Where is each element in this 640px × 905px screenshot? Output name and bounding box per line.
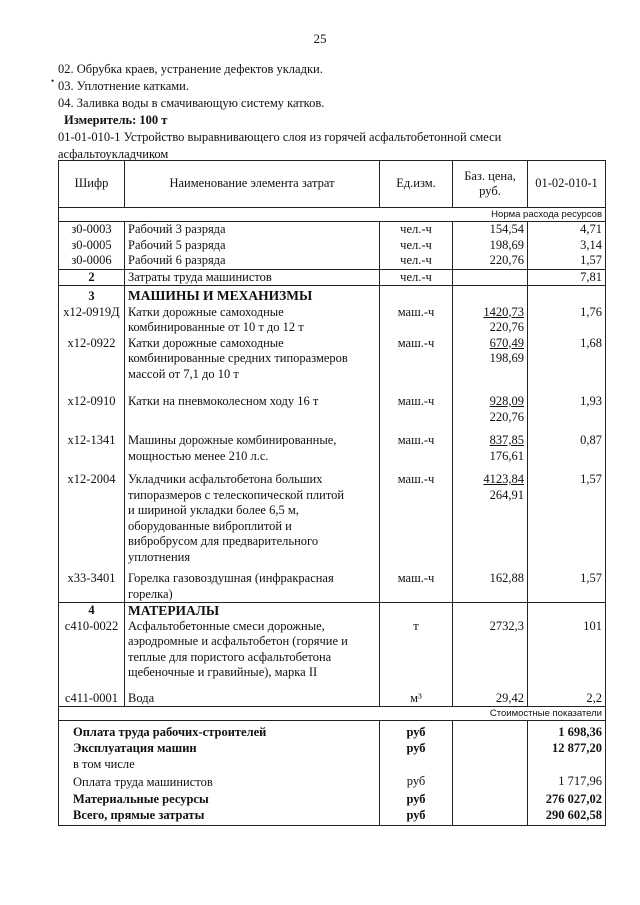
section-name: МАТЕРИАЛЫ (125, 603, 380, 619)
section-row (59, 603, 606, 619)
cell-unit: маш.-ч (380, 464, 453, 565)
header-price-l2: руб. (479, 184, 501, 198)
header-name: Наименование элемента затрат (125, 161, 380, 208)
cell-code: х12-0919Д (59, 305, 125, 336)
norm-caption-row (59, 208, 606, 222)
cell-unit: т (380, 619, 453, 681)
cell-price: 162,88 (453, 565, 528, 603)
table-row (59, 565, 606, 603)
cell-name (125, 382, 380, 425)
page-number: 25 (313, 31, 327, 46)
cell-name (125, 425, 380, 464)
summary-label: в том числе (59, 756, 380, 772)
table-row (59, 238, 606, 254)
table-row (59, 305, 606, 336)
header-norm: 01-02-010-1 (528, 161, 606, 208)
cell-value: 1,93 (528, 382, 606, 425)
section-row (59, 286, 606, 305)
cell-unit: чел.-ч (380, 222, 453, 238)
resource-table (58, 160, 606, 826)
section-number: 4 (59, 603, 125, 619)
section-row (59, 269, 606, 286)
summary-label: Оплата труда машинистов (59, 772, 380, 791)
header-code: Шифр (59, 161, 125, 208)
cell-value: 1,57 (528, 464, 606, 565)
cell-unit (380, 286, 453, 305)
cell-unit: чел.-ч (380, 238, 453, 254)
cell-code: х12-2004 (59, 464, 125, 565)
name-line: мощностью менее 210 л.с. (128, 448, 269, 463)
cell-code: с410-0022 (59, 619, 125, 681)
operator-price: 198,69 (489, 351, 524, 365)
cell-price (453, 269, 528, 286)
cell-unit: маш.-ч (380, 565, 453, 603)
cell-value (528, 286, 606, 305)
summary-unit: руб (380, 772, 453, 791)
cell-price (453, 603, 528, 619)
cell-value: 101 (528, 619, 606, 681)
measure-unit: Измеритель: 100 т (64, 113, 168, 127)
summary-price (453, 756, 528, 772)
summary-price (453, 791, 528, 807)
cell-code: х33-3401 (59, 565, 125, 603)
name-line: Укладчики асфальтобетона больших (128, 472, 323, 486)
summary-price (453, 740, 528, 756)
summary-row (59, 721, 606, 741)
work-step: 04. Заливка воды в смачивающую систему катков. (58, 96, 325, 110)
cell-code: х12-0910 (59, 382, 125, 425)
summary-row (59, 756, 606, 772)
name-line: оборудованные виброплитой и (128, 518, 292, 533)
cell-value: 7,81 (528, 269, 606, 286)
norm-caption: Норма расхода ресурсов (59, 208, 606, 222)
cell-unit: м³ (380, 681, 453, 707)
name-line: типоразмеров с телескопической плитой (128, 487, 345, 502)
summary-label: Всего, прямые затраты (59, 807, 380, 826)
table-row (59, 681, 606, 707)
cell-code: с411-0001 (59, 681, 125, 707)
norm-title: 01-01-010-1 Устройство выравнивающего слоя из горячей асфальтобетонной смеси (58, 130, 502, 144)
cell-unit (380, 603, 453, 619)
work-step: 02. Обрубка краев, устранение дефектов укладки. (58, 62, 323, 76)
name-line: массой от 7,1 до 10 т (128, 366, 239, 381)
name-line: теплые для пористого асфальтобетона (128, 649, 332, 664)
cell-unit: маш.-ч (380, 336, 453, 383)
cell-name: Вода (125, 681, 380, 707)
table-row (59, 425, 606, 464)
header-price-l1: Баз. цена, (464, 168, 516, 183)
norm-title-cont: асфальтоукладчиком (58, 147, 169, 161)
cell-name (125, 619, 380, 681)
cell-value: 1,57 (528, 253, 606, 269)
operator-price: 220,76 (489, 409, 524, 424)
cell-price (453, 336, 528, 383)
cell-name: Рабочий 6 разряда (125, 253, 380, 269)
cell-name (125, 464, 380, 565)
cell-value: 1,57 (528, 565, 606, 603)
cell-value: 0,87 (528, 425, 606, 464)
machine-price: 4123,84 (483, 472, 524, 486)
name-line: щебеночные и гравийные), марка II (128, 665, 318, 679)
summary-row (59, 807, 606, 826)
cell-name: Рабочий 5 разряда (125, 238, 380, 254)
summary-value: 290 602,58 (528, 807, 606, 826)
summary-unit: руб (380, 791, 453, 807)
cell-unit: маш.-ч (380, 305, 453, 336)
summary-value (528, 756, 606, 772)
cell-price: 2732,3 (453, 619, 528, 681)
cell-value: 1,76 (528, 305, 606, 336)
cell-price: 198,69 (453, 238, 528, 254)
header-price (453, 161, 528, 208)
name-line: комбинированные средних типоразмеров (128, 351, 348, 365)
section-number: 3 (59, 286, 125, 305)
header-unit: Ед.изм. (380, 161, 453, 208)
cell-price (453, 286, 528, 305)
cell-price: 154,54 (453, 222, 528, 238)
summary-row (59, 740, 606, 756)
summary-value: 1 698,36 (528, 721, 606, 741)
table-row (59, 336, 606, 383)
cell-price: 220,76 (453, 253, 528, 269)
table-row (59, 253, 606, 269)
cell-name (125, 336, 380, 383)
table-row (59, 222, 606, 238)
table-header (59, 161, 606, 208)
summary-unit: руб (380, 807, 453, 826)
cell-name: Рабочий 3 разряда (125, 222, 380, 238)
name-line: Машины дорожные комбинированные, (128, 433, 337, 447)
cell-price (453, 382, 528, 425)
cell-unit: чел.-ч (380, 253, 453, 269)
cell-price: 29,42 (453, 681, 528, 707)
cell-code: з0-0005 (59, 238, 125, 254)
operator-price: 264,91 (489, 487, 524, 502)
summary-unit: руб (380, 721, 453, 741)
cell-value: 2,2 (528, 681, 606, 707)
table-row (59, 382, 606, 425)
cell-code: х12-0922 (59, 336, 125, 383)
summary-value: 1 717,96 (528, 772, 606, 791)
cell-value: 1,68 (528, 336, 606, 383)
machine-price: 670,49 (489, 335, 524, 350)
table-row (59, 464, 606, 565)
name-line: Катки дорожные самоходные (128, 335, 284, 350)
margin-mark: • (51, 76, 55, 86)
summary-value: 276 027,02 (528, 791, 606, 807)
name-line: горелка) (128, 586, 173, 601)
name-line: Катки дорожные самоходные (128, 304, 284, 319)
cell-name (125, 565, 380, 603)
summary-price (453, 772, 528, 791)
name-line: уплотнения (128, 549, 191, 564)
cell-value: 3,14 (528, 238, 606, 254)
name-line: Горелка газовоздушная (инфракрасная (128, 571, 334, 585)
cell-code: х12-1341 (59, 425, 125, 464)
table-row (59, 619, 606, 681)
operator-price: 176,61 (489, 448, 524, 463)
summary-row (59, 791, 606, 807)
summary-label: Эксплуатация машин (59, 740, 380, 756)
machine-price: 1420,73 (483, 304, 524, 319)
section-name: Затраты труда машинистов (125, 269, 380, 286)
operator-price: 220,76 (489, 320, 524, 334)
summary-unit (380, 756, 453, 772)
name-line: Катки на пневмоколесном ходу 16 т (128, 394, 319, 408)
cell-code: з0-0003 (59, 222, 125, 238)
section-name: МАШИНЫ И МЕХАНИЗМЫ (125, 286, 380, 305)
summary-unit: руб (380, 740, 453, 756)
name-line: вибробрусом для предварительного (128, 534, 319, 548)
summary-price (453, 807, 528, 826)
cell-name (125, 305, 380, 336)
intro-block (58, 61, 501, 163)
cost-caption-row (59, 707, 606, 721)
machine-price: 928,09 (489, 394, 524, 408)
summary-label: Материальные ресурсы (59, 791, 380, 807)
summary-price (453, 721, 528, 741)
cell-code: з0-0006 (59, 253, 125, 269)
summary-value: 12 877,20 (528, 740, 606, 756)
cell-price (453, 305, 528, 336)
cell-unit: маш.-ч (380, 425, 453, 464)
summary-label: Оплата труда рабочих-строителей (59, 721, 380, 741)
name-line: комбинированные от 10 т до 12 т (128, 320, 304, 334)
work-step: 03. Уплотнение катками. (58, 79, 189, 93)
cost-caption: Стоимостные показатели (59, 707, 606, 721)
name-line: Асфальтобетонные смеси дорожные, (128, 618, 325, 633)
name-line: и шириной укладки более 6,5 м, (128, 503, 299, 517)
cell-unit: маш.-ч (380, 382, 453, 425)
section-number: 2 (59, 269, 125, 286)
name-line: аэродромные и асфальтобетон (горячие и (128, 634, 348, 648)
summary-row (59, 772, 606, 791)
machine-price: 837,85 (489, 433, 524, 447)
cell-unit: чел.-ч (380, 269, 453, 286)
cell-price (453, 464, 528, 565)
cell-value: 4,71 (528, 222, 606, 238)
cell-value (528, 603, 606, 619)
cell-price (453, 425, 528, 464)
